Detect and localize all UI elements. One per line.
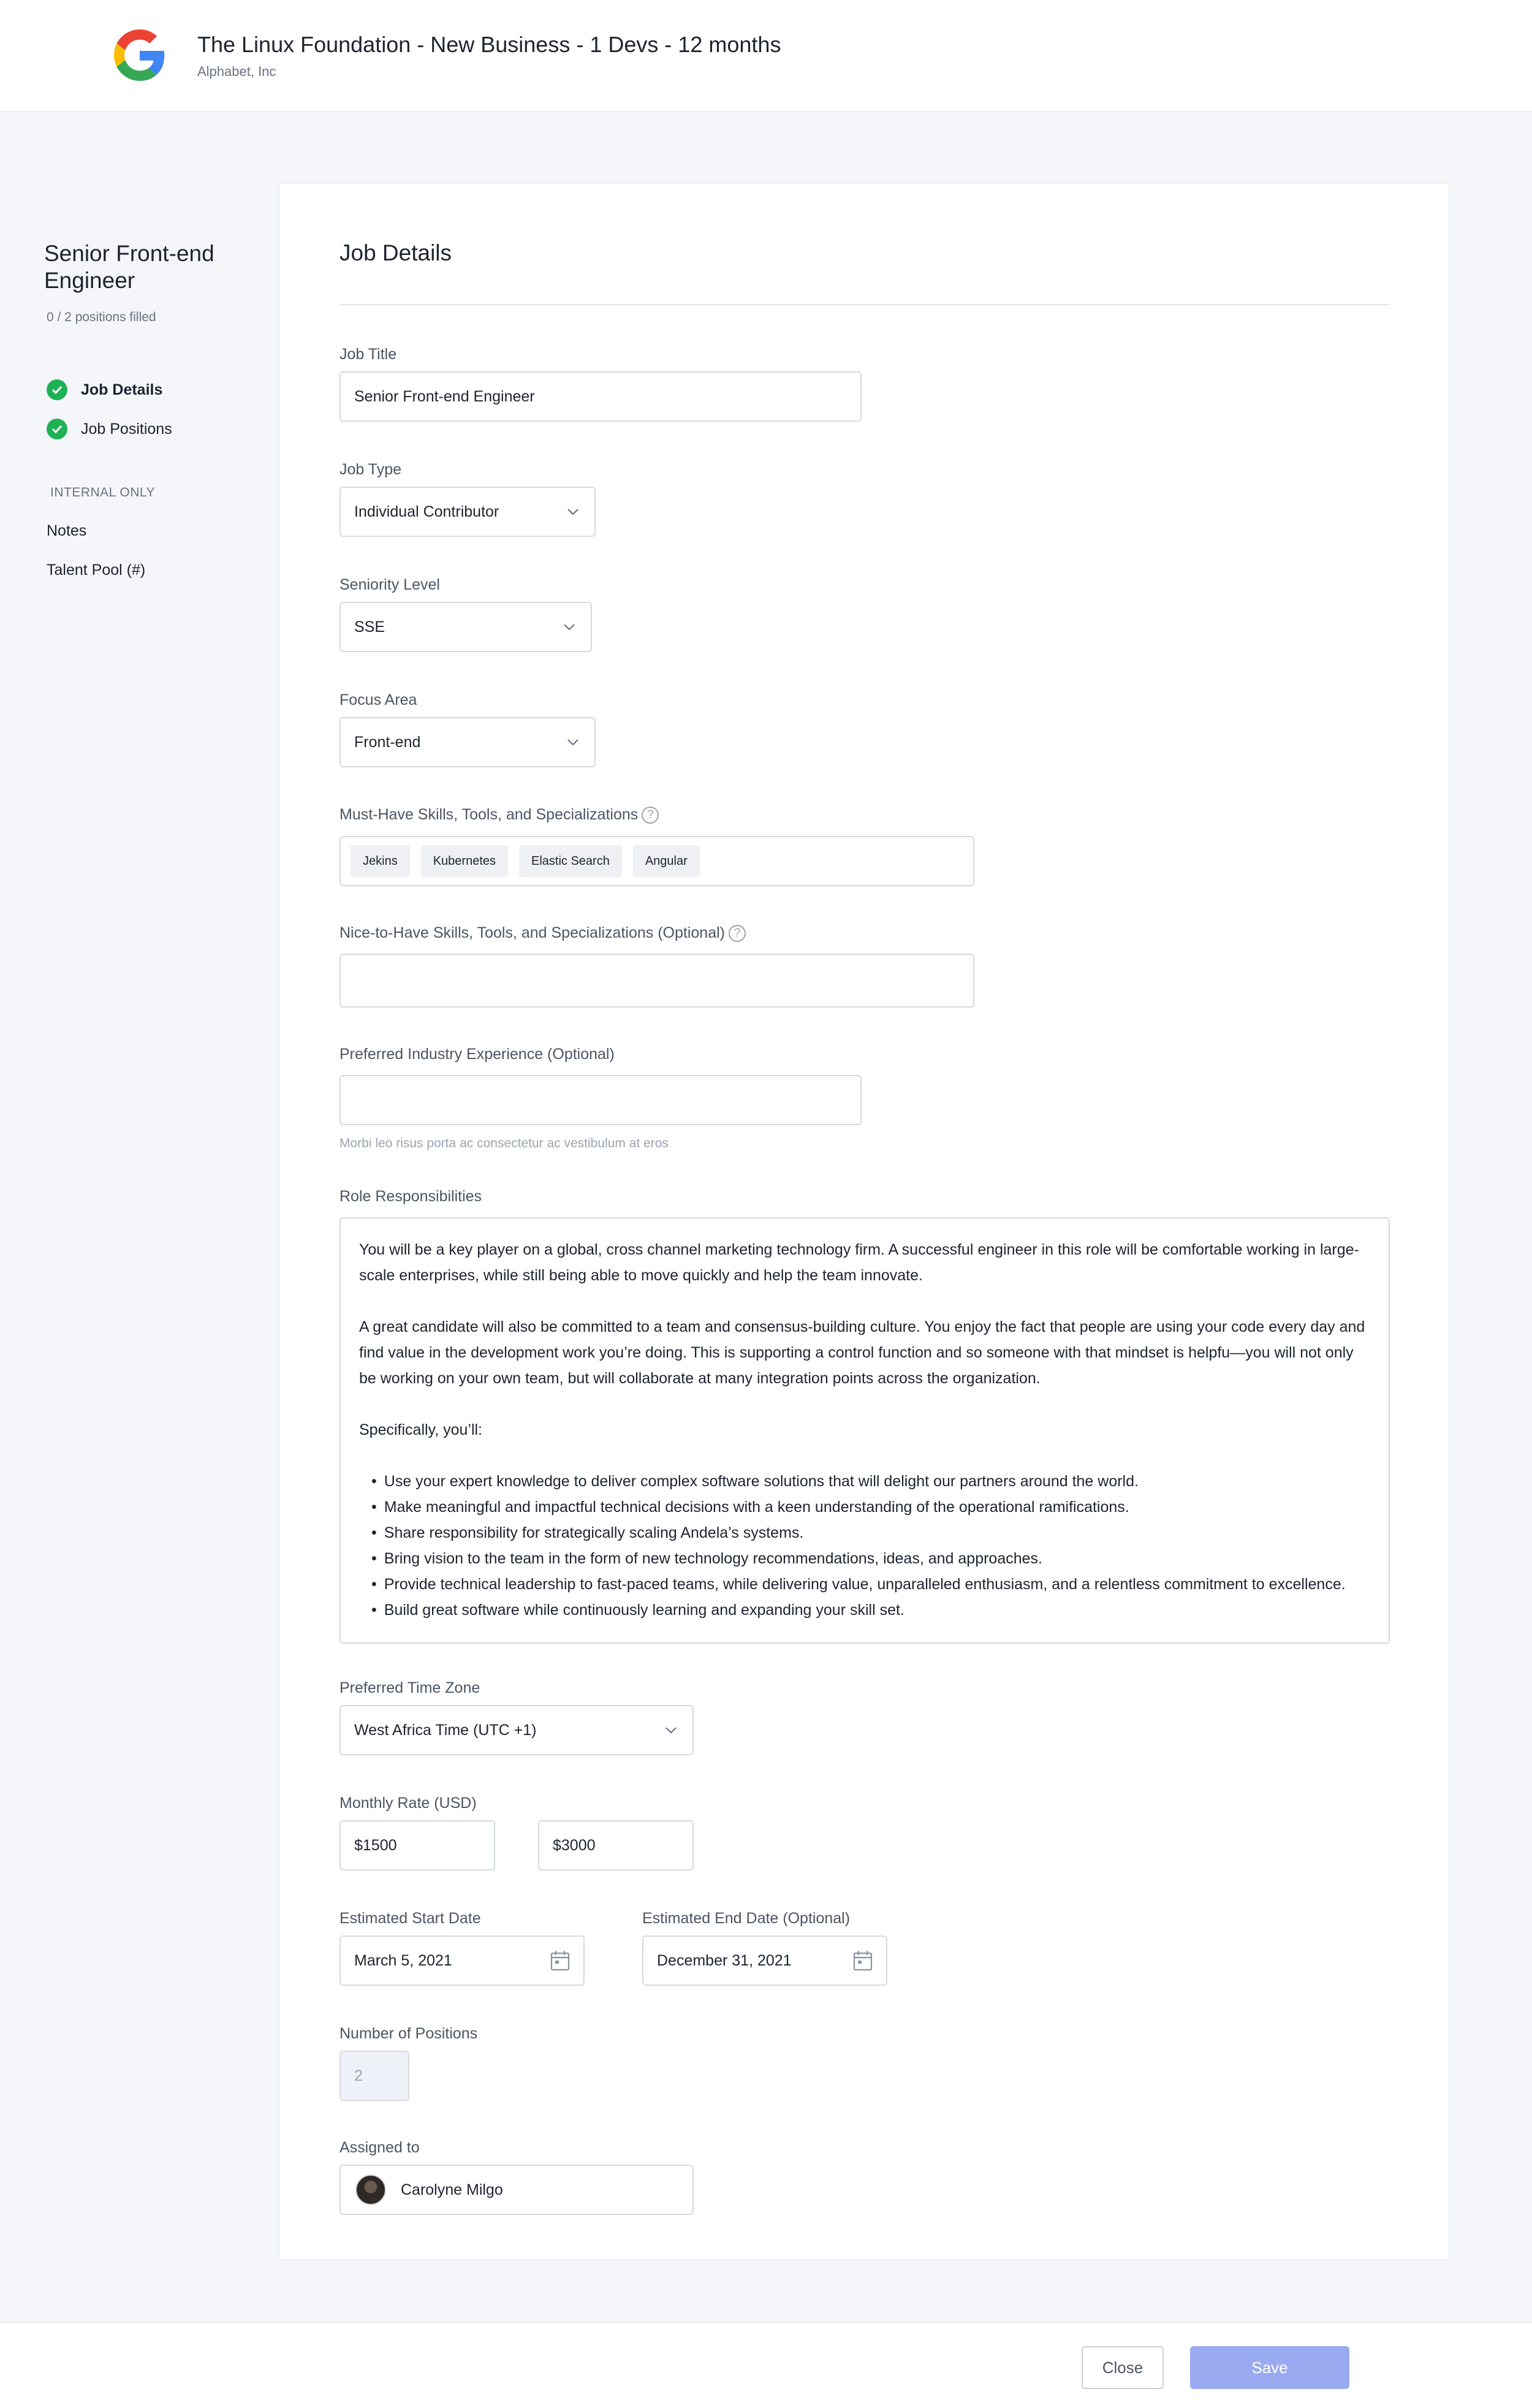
app-header [0, 0, 1532, 112]
time-zone-label: Preferred Time Zone [339, 1679, 480, 1696]
rate-max-value: $3000 [553, 1836, 596, 1854]
responsibilities-textarea[interactable] [339, 1217, 1390, 1644]
start-date-label: Estimated Start Date [339, 1910, 481, 1927]
must-have-skills-input[interactable] [339, 836, 974, 886]
seniority-select[interactable] [339, 602, 592, 652]
positions-value: 2 [354, 2067, 363, 2084]
skill-tag[interactable]: Angular [633, 845, 700, 877]
chevron-down-icon [566, 737, 580, 748]
start-date-value: March 5, 2021 [354, 1951, 452, 1969]
time-zone-select[interactable] [339, 1705, 694, 1755]
responsibility-paragraph: Specifically, you’ll: [359, 1421, 483, 1438]
list-item: • Build great software while continuously learning and expanding your skill set. [371, 1597, 1370, 1623]
assigned-to-label: Assigned to [339, 2139, 420, 2156]
focus-area-select[interactable] [339, 717, 596, 767]
sidebar-item-label: Job Positions [81, 420, 172, 438]
end-date-label: Estimated End Date (Optional) [642, 1910, 851, 1927]
calendar-icon[interactable] [853, 1950, 873, 1971]
seniority-value: SSE [354, 618, 385, 636]
end-date-value: December 31, 2021 [657, 1951, 792, 1969]
industry-experience-input[interactable] [339, 1075, 862, 1125]
monthly-rate-label: Monthly Rate (USD) [339, 1795, 477, 1812]
positions-filled: 0 / 2 positions filled [47, 310, 156, 324]
skill-tag[interactable]: Kubernetes [421, 845, 508, 877]
job-type-label: Job Type [339, 461, 402, 478]
job-title-label: Job Title [339, 346, 397, 363]
chevron-down-icon [664, 1725, 678, 1736]
sidebar-item-job-positions[interactable] [47, 418, 172, 440]
rate-min-input[interactable] [339, 1820, 495, 1871]
industry-experience-hint: Morbi leo risus porta ac consectetur ac vestibulum at eros [339, 1136, 669, 1150]
check-circle-icon [47, 419, 67, 439]
internal-only-heading: INTERNAL ONLY [50, 485, 156, 499]
chevron-down-icon [563, 621, 576, 632]
footer-bar [0, 2322, 1532, 2408]
end-date-input[interactable] [642, 1935, 887, 1986]
focus-area-value: Front-end [354, 733, 421, 751]
sidebar-job-title: Senior Front-end Engineer [44, 241, 214, 293]
sidebar-item-talent-pool[interactable]: Talent Pool (#) [47, 561, 146, 579]
skill-tag[interactable]: Jekins [351, 845, 410, 877]
responsibility-list [359, 1468, 1370, 1623]
time-zone-value: West Africa Time (UTC +1) [354, 1721, 537, 1739]
sidebar-item-notes[interactable]: Notes [47, 522, 87, 539]
responsibility-paragraph: A great candidate will also be committed to a team and consensus-building culture. You enjoy the fact that people are using your code every day and find value in the development work you’re doing. This is supporting a control function and so someone with that mindset is helpfu—you will not only be working on your own team, but will collaborate at many integration points across the organization. [359, 1318, 1365, 1387]
nice-to-have-label-text: Nice-to-Have Skills, Tools, and Specializations (Optional) [339, 924, 725, 941]
responsibilities-label: Role Responsibilities [339, 1188, 482, 1205]
chevron-down-icon [566, 506, 580, 517]
help-icon[interactable]: ? [729, 925, 746, 942]
list-item: • Make meaningful and impactful technical decisions with a keen understanding of the operational ramifications. [371, 1494, 1370, 1520]
company-name: Alphabet, Inc [197, 64, 276, 79]
assigned-to-select[interactable] [339, 2165, 694, 2215]
positions-label: Number of Positions [339, 2025, 478, 2042]
must-have-label [339, 806, 659, 824]
positions-input [339, 2051, 409, 2101]
sidebar-item-label: Job Details [81, 381, 163, 398]
industry-experience-label: Preferred Industry Experience (Optional) [339, 1046, 615, 1063]
sidebar-item-job-details[interactable] [47, 379, 162, 401]
section-title: Job Details [339, 240, 452, 265]
avatar [355, 2174, 386, 2205]
job-title-value: Senior Front-end Engineer [354, 387, 535, 405]
list-item: • Use your expert knowledge to deliver complex software solutions that will delight our partners around the world. [371, 1468, 1370, 1494]
save-button[interactable]: Save [1190, 2346, 1349, 2389]
assignee-name: Carolyne Milgo [401, 2181, 503, 2198]
calendar-icon[interactable] [550, 1950, 570, 1971]
job-title-input[interactable] [339, 371, 862, 422]
divider [339, 304, 1390, 305]
job-type-select[interactable] [339, 487, 596, 537]
responsibility-paragraph: You will be a key player on a global, cross channel marketing technology firm. A successful engineer in this role will be comfortable working in large-scale enterprises, while still being able to move quickly and help the team innovate. [359, 1241, 1359, 1284]
list-item: • Bring vision to the team in the form of new technology recommendations, ideas, and approaches. [371, 1546, 1370, 1571]
help-icon[interactable]: ? [642, 807, 659, 824]
page-title: The Linux Foundation - New Business - 1 Devs - 12 months [197, 32, 781, 57]
rate-min-value: $1500 [354, 1836, 397, 1854]
nice-to-have-skills-input[interactable] [339, 954, 974, 1008]
google-logo-icon [114, 29, 165, 81]
must-have-label-text: Must-Have Skills, Tools, and Specializations [339, 806, 639, 823]
seniority-label: Seniority Level [339, 576, 440, 593]
nice-to-have-label [339, 924, 746, 942]
rate-max-input[interactable] [538, 1820, 694, 1871]
start-date-input[interactable] [339, 1935, 585, 1986]
check-circle-icon [47, 379, 67, 400]
job-type-value: Individual Contributor [354, 503, 499, 520]
focus-area-label: Focus Area [339, 691, 417, 708]
job-details-card [278, 183, 1450, 2260]
list-item: • Share responsibility for strategically scaling Andela’s systems. [371, 1520, 1370, 1546]
close-button[interactable]: Close [1082, 2346, 1164, 2389]
skill-tag[interactable]: Elastic Search [519, 845, 622, 877]
list-item: • Provide technical leadership to fast-paced teams, while delivering value, unparalleled enthusiasm, and a relentless commitment to excellence. [371, 1571, 1370, 1597]
